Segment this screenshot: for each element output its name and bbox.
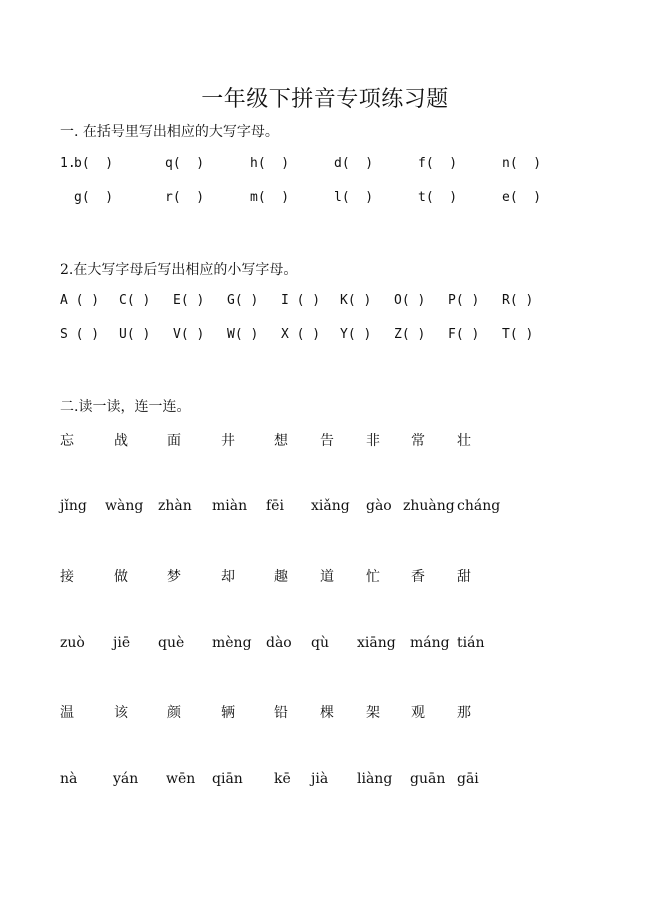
upper-letter-blank: Z( )	[394, 327, 426, 342]
hanzi-char: 接	[60, 569, 74, 585]
hanzi-char: 壮	[457, 433, 471, 449]
pinyin-word: zhuàng	[403, 498, 455, 514]
hanzi-char: 架	[366, 705, 380, 721]
hanzi-char: 面	[167, 433, 181, 449]
hanzi-char: 甜	[457, 569, 471, 585]
lower-letter-blank: g( )	[74, 190, 114, 205]
upper-letter-blank: O( )	[394, 293, 426, 308]
pinyin-word: nà	[60, 771, 78, 787]
pinyin-word: wēn	[166, 771, 196, 787]
upper-letter-blank: A ( )	[60, 293, 100, 308]
hanzi-char: 战	[114, 433, 128, 449]
lower-letter-blank: m( )	[250, 190, 290, 205]
hanzi-char: 棵	[320, 705, 334, 721]
upper-letter-blank: Y( )	[340, 327, 372, 342]
pinyin-word: mèng	[212, 635, 252, 651]
hanzi-char: 那	[457, 705, 471, 721]
pinyin-word: qù	[311, 635, 329, 651]
hanzi-char: 告	[320, 433, 334, 449]
upper-letter-blank: W( )	[227, 327, 259, 342]
pinyin-word: qiān	[212, 771, 243, 787]
pinyin-word: máng	[410, 635, 450, 651]
pinyin-word: yán	[113, 771, 139, 787]
lower-letter-blank: b( )	[74, 156, 114, 171]
pinyin-word: gào	[366, 498, 392, 514]
hanzi-char: 香	[411, 569, 425, 585]
pinyin-word: tián	[457, 635, 485, 651]
pinyin-word: kē	[274, 771, 291, 787]
hanzi-char: 非	[366, 433, 380, 449]
lower-letter-blank: t( )	[418, 190, 458, 205]
pinyin-word: wàng	[105, 498, 144, 514]
pinyin-word: què	[158, 635, 185, 651]
hanzi-char: 忘	[60, 433, 74, 449]
lower-letter-blank: e( )	[502, 190, 542, 205]
pinyin-word: jǐng	[60, 498, 87, 514]
upper-letter-blank: P( )	[448, 293, 480, 308]
section1-row1-number: 1.	[60, 156, 76, 171]
hanzi-char: 梦	[167, 569, 181, 585]
hanzi-char: 铅	[274, 705, 288, 721]
hanzi-char: 辆	[221, 705, 235, 721]
pinyin-word: xiāng	[357, 635, 396, 651]
hanzi-char: 却	[221, 569, 235, 585]
upper-letter-blank: V( )	[173, 327, 205, 342]
lower-letter-blank: f( )	[418, 156, 458, 171]
pinyin-word: cháng	[457, 498, 501, 514]
pinyin-word: xiǎng	[311, 498, 350, 514]
hanzi-char: 井	[221, 433, 235, 449]
upper-letter-blank: I ( )	[281, 293, 321, 308]
worksheet-title: 一年级下拼音专项练习题	[201, 87, 449, 112]
hanzi-char: 想	[274, 433, 288, 449]
hanzi-char: 趣	[274, 569, 288, 585]
pinyin-word: zhàn	[158, 498, 192, 514]
pinyin-word: guān	[410, 771, 446, 787]
pinyin-word: fēi	[266, 498, 284, 514]
pinyin-word: dào	[266, 635, 292, 651]
upper-letter-blank: R( )	[502, 293, 534, 308]
section1-heading: 一. 在括号里写出相应的大写字母。	[60, 124, 279, 140]
lower-letter-blank: n( )	[502, 156, 542, 171]
pinyin-word: zuò	[60, 635, 85, 651]
hanzi-char: 忙	[366, 569, 380, 585]
upper-letter-blank: E( )	[173, 293, 205, 308]
lower-letter-blank: h( )	[250, 156, 290, 171]
upper-letter-blank: U( )	[119, 327, 151, 342]
pinyin-word: miàn	[212, 498, 248, 514]
upper-letter-blank: F( )	[448, 327, 480, 342]
hanzi-char: 颜	[167, 705, 181, 721]
lower-letter-blank: d( )	[334, 156, 374, 171]
lower-letter-blank: r( )	[165, 190, 205, 205]
section3-heading: 二.读一读，连一连。	[60, 399, 191, 415]
upper-letter-blank: T( )	[502, 327, 534, 342]
lower-letter-blank: l( )	[334, 190, 374, 205]
hanzi-char: 做	[114, 569, 128, 585]
pinyin-word: jiē	[113, 635, 131, 651]
pinyin-word: gāi	[457, 771, 479, 787]
hanzi-char: 常	[411, 433, 425, 449]
hanzi-char: 该	[114, 705, 128, 721]
hanzi-char: 道	[320, 569, 334, 585]
pinyin-word: liàng	[357, 771, 393, 787]
hanzi-char: 观	[411, 705, 425, 721]
upper-letter-blank: S ( )	[60, 327, 100, 342]
upper-letter-blank: K( )	[340, 293, 372, 308]
pinyin-word: jià	[311, 771, 329, 787]
section2-heading: 2.在大写字母后写出相应的小写字母。	[60, 262, 298, 278]
hanzi-char: 温	[60, 705, 74, 721]
lower-letter-blank: q( )	[165, 156, 205, 171]
upper-letter-blank: C( )	[119, 293, 151, 308]
upper-letter-blank: G( )	[227, 293, 259, 308]
upper-letter-blank: X ( )	[281, 327, 321, 342]
